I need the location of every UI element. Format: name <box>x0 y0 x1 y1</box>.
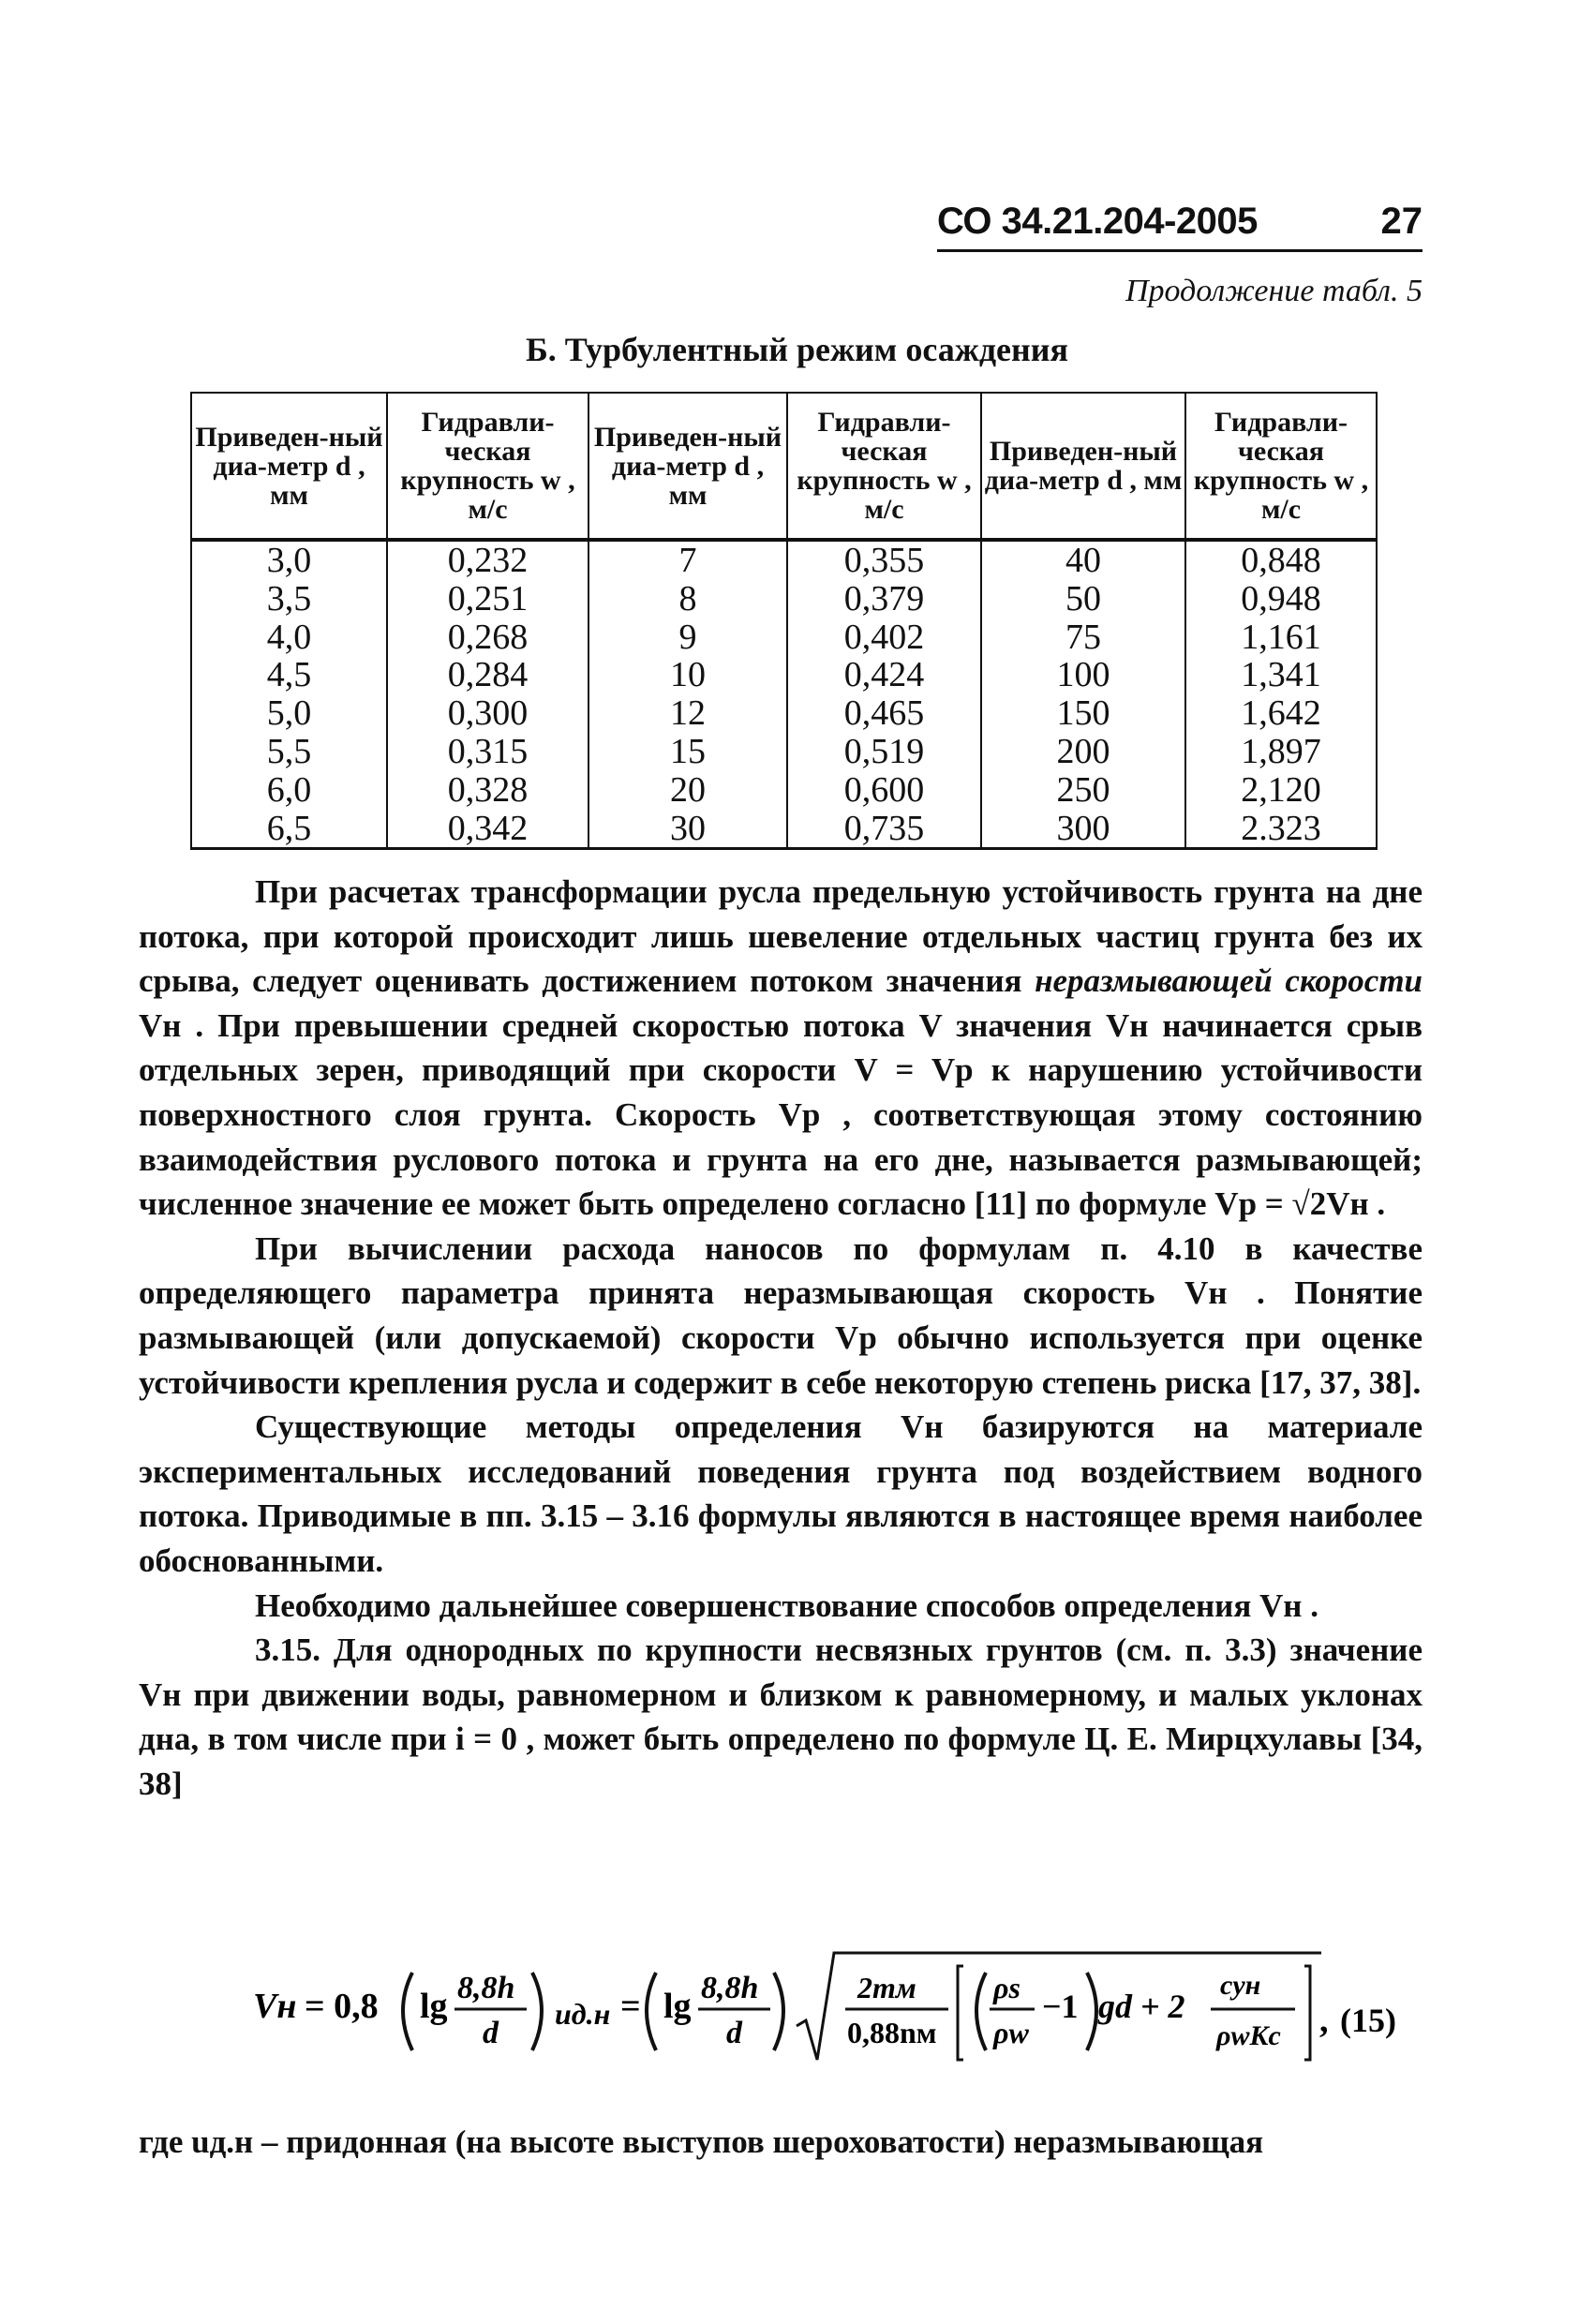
formula-gd: gd + 2 <box>1098 1988 1185 2025</box>
settling-velocity-table <box>190 392 1378 850</box>
table-cell: 0,268 <box>387 618 588 657</box>
table-row <box>191 540 1377 580</box>
table-cell: 2.323 <box>1185 810 1377 849</box>
table-cell: 15 <box>588 733 787 771</box>
table-row <box>191 580 1377 618</box>
table-cell: 200 <box>981 733 1185 771</box>
table-cell: 0,465 <box>787 694 981 733</box>
formula-c-den: ρwKс <box>1216 2020 1281 2051</box>
table-cell: 0,251 <box>387 580 588 618</box>
doc-number: СО 34.21.204-2005 <box>937 201 1258 242</box>
table-cell: 0,328 <box>387 771 588 810</box>
table-cell: 12 <box>588 694 787 733</box>
formula-number: (15) <box>1340 2002 1396 2039</box>
table-cell: 50 <box>981 580 1185 618</box>
table-cell: 100 <box>981 656 1185 694</box>
table-cell: 40 <box>981 540 1185 580</box>
table-row <box>191 810 1377 849</box>
formula-comma: , <box>1319 2001 1329 2040</box>
formula-rho-s: ρs <box>993 1971 1020 2004</box>
table-cell: 1,642 <box>1185 694 1377 733</box>
table-cell: 0,315 <box>387 733 588 771</box>
formula-lg-2: lg <box>663 1987 692 2026</box>
column-header: Гидравли-ческая крупность w , м/с <box>787 393 981 540</box>
table-cell: 8 <box>588 580 787 618</box>
body-text <box>139 870 1423 1806</box>
table-cell: 300 <box>981 810 1185 849</box>
table-cell: 0,379 <box>787 580 981 618</box>
formula-eq1: = 0,8 <box>305 1987 379 2026</box>
table-cell: 3,5 <box>191 580 387 618</box>
formula-den1: d <box>483 2016 499 2050</box>
paragraph: При вычислении расхода наносов по формулам п. 4.10 в качестве определяющего параметра принята неразмывающая скорость Vн . Понятие размывающей (или допускаемой) скорости Vр обычно используется при оценке устойчивости крепления русла и содержит в себе некоторую степень риска [17, 37, 38]. <box>139 1229 1423 1401</box>
table-cell: 250 <box>981 771 1185 810</box>
formula-frac3-den: 0,88nм <box>847 2016 937 2049</box>
where-line: где uд.н – придонная (на высоте выступов шероховатости) неразмывающая <box>139 2123 1264 2160</box>
table-cell: 0,424 <box>787 656 981 694</box>
table-row <box>191 618 1377 657</box>
formula-num2: 8,8h <box>701 1971 759 2005</box>
italic-term: неразмывающей скорости <box>1035 962 1423 1000</box>
table-cell: 1,341 <box>1185 656 1377 694</box>
table-cell: 0,848 <box>1185 540 1377 580</box>
table-cell: 0,948 <box>1185 580 1377 618</box>
column-header: Приведен-ный диа-метр d , мм <box>588 393 787 540</box>
table-cell: 0,300 <box>387 694 588 733</box>
table-cell: 5,0 <box>191 694 387 733</box>
table-cell: 4,0 <box>191 618 387 657</box>
table-cell: 150 <box>981 694 1185 733</box>
table-cell: 20 <box>588 771 787 810</box>
formula-num1: 8,8h <box>457 1971 515 2005</box>
paragraph: Существующие методы определения Vн базируются на материале экспериментальных исследований поведения грунта под воздействием водного потока. Приводимые в пп. 3.15 – 3.16 формулы являются в настоящее время наиболее обоснованными. <box>139 1408 1423 1579</box>
formula-c-num: cун <box>1220 1970 1261 2001</box>
table-cell: 0,355 <box>787 540 981 580</box>
table-cell: 10 <box>588 656 787 694</box>
running-header <box>937 195 1423 252</box>
column-header: Гидравли-ческая крупность w , м/с <box>387 393 588 540</box>
table-cell: 6,0 <box>191 771 387 810</box>
table-cell: 4,5 <box>191 656 387 694</box>
table-continuation-label: Продолжение табл. 5 <box>1125 274 1423 308</box>
paragraph: При расчетах трансформации русла предельную устойчивость грунта на дне потока, при которой происходит лишь шевеление отдельных частиц грунта без их срыва, следует оценивать достижением потоком значения неразмывающей скорости Vн . При превышении средней скоростью потока V значения Vн начинается срыв отдельных зерен, приводящий при скорости V = Vр к нарушению устойчивости поверхностного слоя грунта. Скорость Vр , соответствующая этому состоянию взаимодействия руслового потока и грунта на его дне, называется размывающей; численное значение ее может быть определено согласно [11] по формуле Vр = √2Vн . <box>139 873 1423 1223</box>
table-cell: 0,519 <box>787 733 981 771</box>
table-cell: 2,120 <box>1185 771 1377 810</box>
table-cell: 0,284 <box>387 656 588 694</box>
formula-lhs: Vн <box>253 1987 297 2026</box>
table-cell: 0,735 <box>787 810 981 849</box>
formula-minus-one: −1 <box>1042 1988 1079 2025</box>
formula-udn: uд.н <box>555 1997 611 2031</box>
paragraph: Необходимо дальнейшее совершенствование способов определения Vн . <box>255 1587 1318 1624</box>
formula-eq2: = <box>620 1987 641 2026</box>
paragraph: 3.15. Для однородных по крупности несвязных грунтов (см. п. 3.3) значение Vн при движении воды, равномерном и близком к равномерному, и малых уклонах дна, в том числе при i = 0 , может быть определено по формуле Ц. Е. Мирцхулавы [34, 38] <box>139 1631 1423 1802</box>
table-cell: 6,5 <box>191 810 387 849</box>
table-cell: 75 <box>981 618 1185 657</box>
table-cell: 0,342 <box>387 810 588 849</box>
formula-lg-1: lg <box>420 1987 448 2026</box>
table-cell: 1,897 <box>1185 733 1377 771</box>
column-header: Гидравли-ческая крупность w , м/с <box>1185 393 1377 540</box>
table-row <box>191 733 1377 771</box>
table-cell: 9 <box>588 618 787 657</box>
table-cell: 1,161 <box>1185 618 1377 657</box>
table-cell: 7 <box>588 540 787 580</box>
table-row <box>191 656 1377 694</box>
table-header-row <box>191 393 1377 540</box>
table-cell: 5,5 <box>191 733 387 771</box>
column-header: Приведен-ный диа-метр d , мм <box>191 393 387 540</box>
column-header: Приведен-ный диа-метр d , мм <box>981 393 1185 540</box>
table-cell: 0,232 <box>387 540 588 580</box>
table-cell: 30 <box>588 810 787 849</box>
formula-frac3-num: 2mм <box>857 1971 916 2004</box>
formula-rho-w: ρw <box>993 2016 1029 2049</box>
table-subtitle: Б. Турбулентный режим осаждения <box>525 331 1068 368</box>
formula-15 <box>253 1940 1424 2080</box>
page-number: 27 <box>1380 201 1423 242</box>
formula-den2: d <box>726 2016 742 2050</box>
table-cell: 0,402 <box>787 618 981 657</box>
table-cell: 0,600 <box>787 771 981 810</box>
formula-svg <box>253 1940 1424 2080</box>
table-row <box>191 694 1377 733</box>
table-cell: 3,0 <box>191 540 387 580</box>
table-row <box>191 771 1377 810</box>
